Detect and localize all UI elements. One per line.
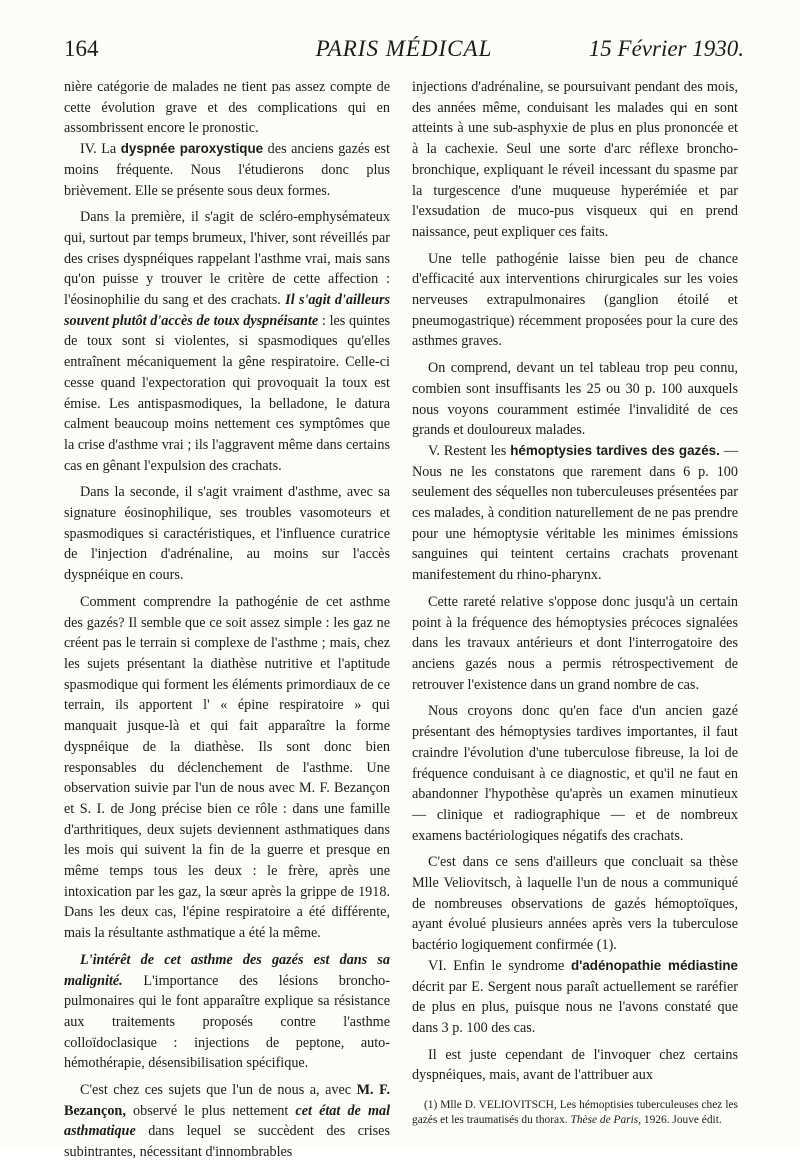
paragraph: L'intérêt de cet asthme des gazés est dans sa malignité. L'importance des lésions broncho-pulmonaires qui le font apparaître explique sa résistance aux traitements proposés contre l'asthme colloïdoclasique : injections de peptone, auto-hémothérapie, désensibilisation spécifique. — [64, 951, 390, 1072]
paragraph: Il est juste cependant de l'invoquer chez certains dyspnéiques, mais, avant de l'attribuer aux — [412, 1046, 738, 1084]
paragraph: Comment comprendre la pathogénie de cet asthme des gazés? Il semble que ce soit assez simple : les gaz ne créent pas le terrain si complexe de l'asthme ; mais, chez les sujets présentant la diathèse nutritive et l'aptitude spasmodique qui forment les éléments primordiaux de ce terrain, ils apportent l' « épine respiratoire » qui manquait jusque-là et qui fait apparaître la forme dyspnéique de la diathèse. Ils sont donc bien responsables du déclenchement de l'asthme. Une observation suivie par l'un de nous avec M. F. Bezançon et S. I. de Jong précise bien ce rôle : dans une famille d'arthritiques, deux sujets deviennent asthmatiques dans les mois qui suivent la fin de la guerre et presque en même temps tous les deux : le frère, après une intoxication par les gaz, la sœur après la grippe de 1918. Dans les deux cas, l'épine respiratoire a été différente, mais la résultante asthmatique a été la même. — [64, 593, 390, 942]
paragraph: Cette rareté relative s'oppose donc jusqu'à un certain point à la fréquence des hémoptysies précoces signalées dans les travaux antérieurs et dont l'interrogatoire des anciens gazés nous a permis rétrospectivement de retrouver l'existence dans un grand nombre de cas. — [412, 593, 738, 693]
paragraph: On comprend, devant un tel tableau trop peu connu, combien sont insuffisants les 25 ou 30 p. 100 auxquels nous voyons couramment estimée l'invalidité de ces grands et douloureux malades. — [412, 360, 738, 439]
section-heading: hémoptysies tardives des gazés. — [510, 442, 720, 458]
paragraph: VI. Enfin le syndrome d'adénopathie médiastine décrit par E. Sergent nous paraît actuellement se raréfier de plus en plus, puisque nous ne l'avons constaté que dans 3 p. 100 des cas. — [412, 957, 739, 1036]
author-name: M. F. Bezançon, — [64, 1082, 390, 1119]
running-header — [64, 36, 744, 70]
paragraph: Une telle pathogénie laisse bien peu de chance d'efficacité aux interventions chirurgicales sur les voies nerveuses extrapulmonaires (ganglion étoilé et pneumogastrique) récemment proposées pour la cure des asthmes graves. — [412, 250, 738, 350]
journal-title: PARIS MÉDICAL — [315, 36, 493, 61]
emphasis-text: cet état de mal asthmatique — [64, 1102, 391, 1140]
paragraph: nière catégorie de malades ne tient pas assez compte de cette évolution grave et des complications qui en assombrissent encore le pronostic. — [64, 79, 390, 137]
paragraph: Dans la première, il s'agit de scléro-emphysémateux qui, surtout par temps brumeux, l'hiver, sont réveillés par des crises dyspnéiques rappelant l'asthme vrai, mais sans qu'on puisse y trouver le critère de cette affection : l'éosinophilie du sang et des crachats. Il s'agit d'ailleurs souvent plutôt d'accès de toux dyspnéisante : les quintes de toux sont si violentes, si spasmodiques qu'elles entraînent mécaniquement la gêne respiratoire. Celle-ci cesse quand l'expectoration qui provoquait la toux est émise. Les antispasmodiques, la belladone, le datura calment beaucoup moins nettement ces symptômes que la crise d'asthme vrai ; ils l'aggravent même dans certains cas en gênant l'expulsion des crachats. — [64, 209, 391, 474]
emphasis-text: L'intérêt de cet asthme des gazés est dans sa malignité. — [64, 951, 390, 989]
paragraph: V. Restent les hémoptysies tardives des gazés. — Nous ne les constatons que rarement dans 6 p. 100 seulement des séquelles non tuberculeuses présentées par ces malades, à condition naturellement de ne pas prendre pour une hémoptysie véritable les minimes émissions sanguines qui teintent certains crachats provenant manifestement du rhino-pharynx. — [412, 442, 738, 584]
page-number: 164 — [64, 36, 99, 61]
issue-date: 15 Février 1930. — [588, 36, 744, 61]
paragraph: injections d'adrénaline, se poursuivant pendant des mois, des années même, conduisant les malades qui en sont atteints à une sub-asphyxie de plus en plus prononcée et à la cachexie. Seul une sorte d'arc réflexe broncho-bronchique, expliquant le réveil incessant du spasme par la turgescence d'une muqueuse hyperémiée et par l'exsudation de muco-pus visqueux qui en prend naissance, peut expliquer ces faits. — [412, 79, 738, 240]
paragraph: Dans la seconde, il s'agit vraiment d'asthme, avec sa signature éosinophilique, ses troubles vasomoteurs et spasmodiques si caractéristiques, et l'influence curatrice de l'injection d'adrénaline, au moins sur l'accès dyspnéique en cours. — [64, 484, 390, 584]
footnote: (1) Mlle D. VELIOVITSCH, Les hémoptisies tuberculeuses chez les gazés et les traumatisés du thorax. Thèse de Paris, 1926. Jouve édit. — [412, 1099, 738, 1127]
paragraph: C'est chez ces sujets que l'un de nous a, avec M. F. Bezançon, observé le plus nettement cet état de mal asthmatique dans lequel se succèdent des crises subintrantes, nécessitant d'innombrables — [64, 1082, 391, 1161]
emphasis-text: Il s'agit d'ailleurs souvent plutôt d'accès de toux dyspnéisante — [64, 292, 391, 329]
section-heading: dyspnée paroxystique — [120, 141, 264, 157]
left-column — [64, 77, 390, 1163]
right-column — [412, 77, 738, 1128]
paragraph: Nous croyons donc qu'en face d'un ancien gazé présentant des hémoptysies tardives importantes, il faut craindre l'évolution d'une tuberculose fibreuse, la loi de fréquence conduisant à ce diagnostic, et qu'il ne faut en abandonner l'hypothèse qu'après un examen minutieux — clinique et radiographique — et de nombreux examens bactériologiques négatifs des crachats. — [412, 703, 738, 844]
paragraph: C'est dans ce sens d'ailleurs que concluait sa thèse Mlle Veliovitsch, à laquelle l'un de nous a communiqué de nombreuses observations de gazés hémoptoïques, ayant évolué plusieurs années après vers la tuberculose bactério logiquement confirmée (1). — [412, 854, 738, 954]
section-heading: d'adénopathie médiastine — [570, 957, 739, 973]
paragraph: IV. La dyspnée paroxystique des anciens gazés est moins fréquente. Nous l'étudierons donc plus brièvement. Elle se présente sous deux formes. — [64, 141, 390, 199]
